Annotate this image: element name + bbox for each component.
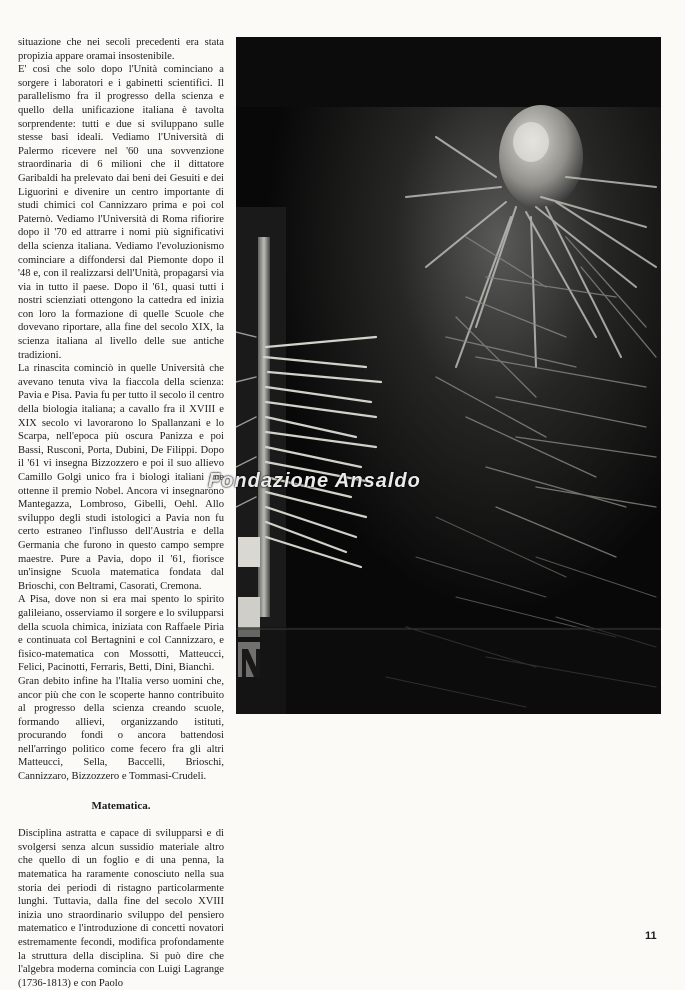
page-number: 11	[645, 930, 657, 942]
paragraph: situazione che nei secoli precedenti era stata propizia appare oramai insostenibile.	[18, 37, 224, 62]
watermark: Fondazione Ansaldo	[208, 470, 421, 492]
paragraph: E' così che solo dopo l'Unità cominciano a sorgere i laboratori e i gabinetti scientifici. Il parallelismo fra il progresso della scienza e quello della unificazione italiana è tavolta sorprendente: tutti e due si sviluppano sulle stesse basi ideali. Vediamo l'Università di Palermo ricevere nel '60 una sovvenzione straordinaria di 6 milioni che il dittatore Garibaldi ha prelevato dai beni dei Gesuiti e dei Liguorini e divenire un centro importante di studi chimici col Cannizzaro prima e poi col Paternò. Vediamo l'Università di Roma rifiorire dopo il '70 ed attrarre i nomi più significativi della scienza italiana. Vediamo l'evoluzionismo cominciare a diffondersi dal Piemonte dopo il '48 e, con il realizzarsi dell'Unità, propagarsi via via in tutto il paese. Dopo il '61, quasi tutti i nostri scienziati ottengono la cattedra ed inizia con loro la formazione di quelle Scuole che dovevano riportare, alla fine del secolo XIX, la scienza italiana al livello delle sue antiche tradizioni.	[18, 64, 224, 361]
paragraph: Gran debito infine ha l'Italia verso uomini che, ancor più che con le scoperte hanno contribuito al progresso della scienza creando scuole, formando allievi, organizzando istituti, procurando fondi o ancora battendosi nell'arringo politico come fecero fra gli altri Matteucci, Sella, Baccelli, Brioschi, Cannizzaro, Bizzozzero e Tommasi-Crudeli.	[18, 675, 224, 783]
text-column	[18, 36, 224, 990]
paragraph: A Pisa, dove non si era mai spento lo spirito galileiano, osserviamo il sorgere e lo svilupparsi della scuola chimica, iniziata con Raffaele Piria e continuata col Bertagnini e col Cannizzaro, e fisico-matematica con Mossotti, Matteucci, Felici, Pacinotti, Ferraris, Betti, Dini, Bianchi.	[18, 594, 224, 674]
section-heading: Matematica.	[91, 799, 151, 812]
sculpture-photo	[236, 37, 661, 714]
paragraph: La rinascita cominciò in quelle Università che avevano tenuta viva la fiaccola della scienza: Pavia e Pisa. Pavia fu per tutto il secolo il centro della biologia italiana; a cavallo fra il XVIII e XIX secolo vi lavorarono lo Spallanzani e lo Scarpa, nell'epoca più oscura Panizza e poi Bassi, Rusconi, Porta, Dubini, De Filippi. Dopo il '61 vi insegna Bizzozzero e poi il suo allievo Camillo Golgi unico fra i biologi italiani che ottenne il premio Nobel. Ancora vi insegnarono Mantegazza, Lombroso, Gibelli, Oehl. Allo sviluppo degli studi istologici a Pavia non fu certo estraneo l'influsso dell'Austria e della Germania che furono in questo campo sempre maestre. Pure a Pavia, dopo il '61, fiorisce un'insigne Scuola matematica fondata dal Brioschi, con Beltrami, Casorati, Cremona.	[18, 363, 224, 592]
paragraph: Disciplina astratta e capace di svilupparsi e di svolgersi senza alcun sussidio materiale altro che quello di un foglio e di una penna, la matematica ha raramente conosciuto nella sua storia dei periodi di ristagno particolarmente lunghi. Tuttavia, dalla fine del secolo XVIII inizia uno straordinario sviluppo del pensiero matematico e l'introduzione di concetti novatori estremamente fecondi, modifica profondamente la struttura della disciplina. Si può dire che l'algebra moderna comincia con Luigi Lagrange (1736-1813) e con Paolo	[18, 828, 224, 989]
